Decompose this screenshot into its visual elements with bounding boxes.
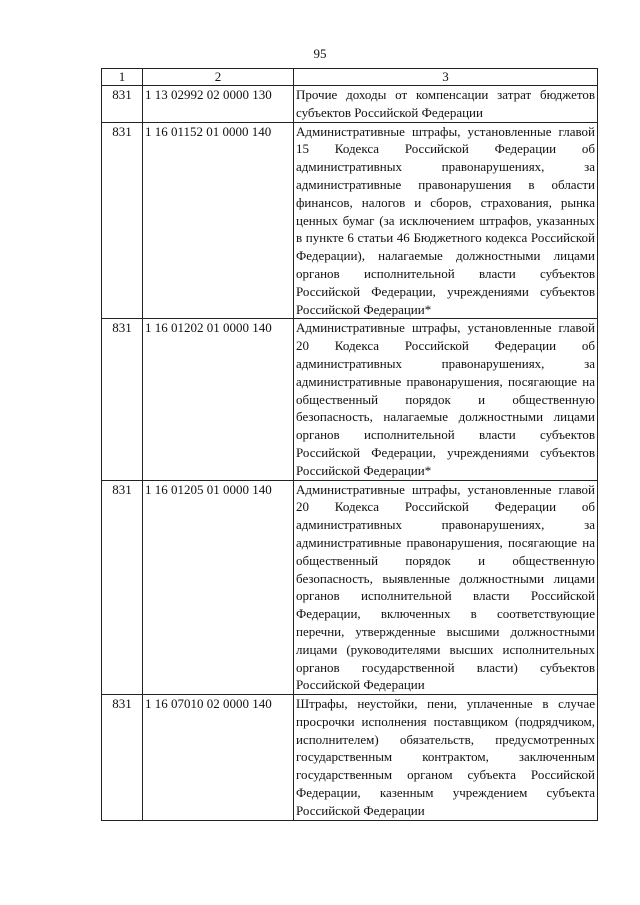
- description-cell: Административные штрафы, установленные главой 20 Кодекса Российской Федерации об административных правонарушениях, за административные правонарушения, посягающие на общественный порядок и общественную безопасность, налагаемые должностными лицами органов исполнительной власти субъектов Российской Федерации, учреждениями субъектов Российской Федерации*: [294, 319, 598, 480]
- column-header-1: 1: [102, 69, 143, 86]
- column-header-3: 3: [294, 69, 598, 86]
- admin-code-cell: 831: [102, 122, 143, 319]
- admin-code-cell: 831: [102, 695, 143, 821]
- page-number: 95: [313, 46, 327, 61]
- description-cell: Прочие доходы от компенсации затрат бюджетов субъектов Российской Федерации: [294, 86, 598, 123]
- kbk-code-cell: 1 16 01205 01 0000 140: [143, 480, 294, 695]
- kbk-code-cell: 1 16 07010 02 0000 140: [143, 695, 294, 821]
- column-header-2: 2: [143, 69, 294, 86]
- table-row: [102, 122, 598, 319]
- table-row: [102, 319, 598, 480]
- admin-code-cell: 831: [102, 86, 143, 123]
- admin-code-cell: 831: [102, 480, 143, 695]
- kbk-code-cell: 1 13 02992 02 0000 130: [143, 86, 294, 123]
- kbk-code-cell: 1 16 01152 01 0000 140: [143, 122, 294, 319]
- revenue-codes-table: [101, 68, 598, 821]
- table-row: [102, 695, 598, 821]
- table-row: [102, 86, 598, 123]
- kbk-code-cell: 1 16 01202 01 0000 140: [143, 319, 294, 480]
- table-row: [102, 480, 598, 695]
- table-header-row: [102, 69, 598, 86]
- description-cell: Штрафы, неустойки, пени, уплаченные в случае просрочки исполнения поставщиком (подрядчиком, исполнителем) обязательств, предусмотренных государственным контрактом, заключенным государственным органом субъекта Российской Федерации, казенным учреждением субъекта Российской Федерации: [294, 695, 598, 821]
- admin-code-cell: 831: [102, 319, 143, 480]
- description-cell: Административные штрафы, установленные главой 20 Кодекса Российской Федерации об административных правонарушениях, за административные правонарушения, посягающие на общественный порядок и общественную безопасность, выявленные должностными лицами органов исполнительной власти Российской Федерации, включенных в соответствующие перечни, утвержденные высшими должностными лицами (руководителями высших исполнительных органов государственной власти) субъектов Российской Федерации: [294, 480, 598, 695]
- description-cell: Административные штрафы, установленные главой 15 Кодекса Российской Федерации об административных правонарушениях, за административные правонарушения в области финансов, налогов и сборов, страхования, рынка ценных бумаг (за исключением штрафов, указанных в пункте 6 статьи 46 Бюджетного кодекса Российской Федерации), налагаемые должностными лицами органов исполнительной власти субъектов Российской Федерации, учреждениями субъектов Российской Федерации*: [294, 122, 598, 319]
